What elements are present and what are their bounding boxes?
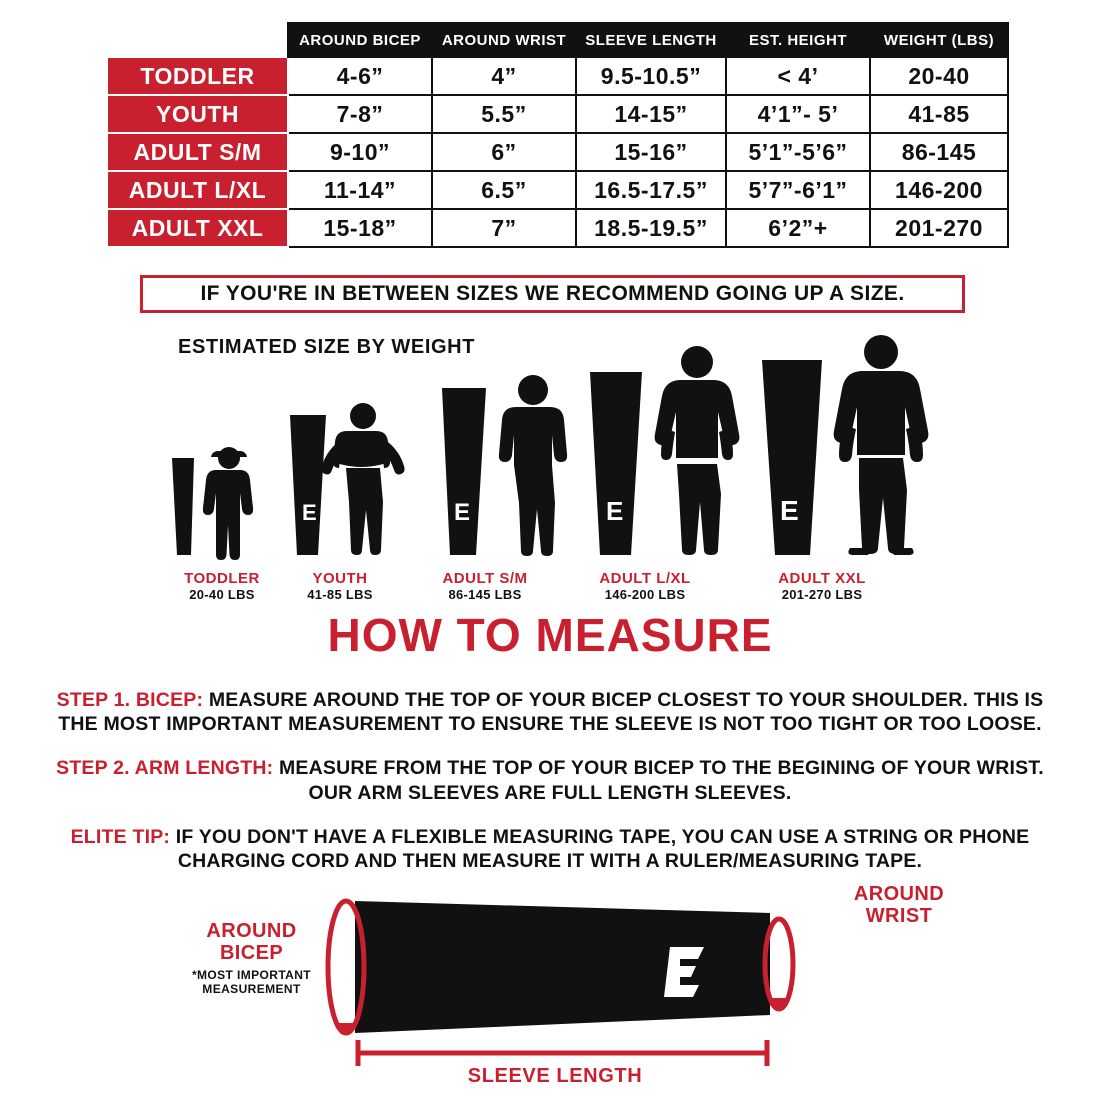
- step-1-text: MEASURE AROUND THE TOP OF YOUR BICEP CLOSEST TO YOUR SHOULDER. THIS IS THE MOST IMPORTANT MEASUREMENT TO ENSURE THE SLEEVE IS NOT TOO TIGHT OR TOO LOOSE.: [58, 688, 1044, 736]
- cell-adult-sm-wrist: 6”: [432, 133, 576, 171]
- figure-weight-youth: 41-85 LBS: [307, 587, 373, 602]
- table-row: [108, 133, 1008, 171]
- figure-adult-xxl-icon: [834, 335, 929, 555]
- cell-adult-lxl-bicep: 11-14”: [288, 171, 432, 209]
- figure-youth-icon: [321, 403, 404, 555]
- silhouette-group: [150, 330, 970, 600]
- table-header-row: [108, 23, 1008, 57]
- table-row: [108, 57, 1008, 95]
- column-header-weight: WEIGHT (LBS): [870, 23, 1008, 57]
- row-label-adult-sm: ADULT S/M: [108, 133, 288, 171]
- figure-caption-adult-xxl: [742, 570, 902, 602]
- table-row: [108, 209, 1008, 247]
- column-header-around-bicep: AROUND BICEP: [288, 23, 432, 57]
- step-1-bicep: [48, 688, 1052, 737]
- row-label-adult-xxl: ADULT XXL: [108, 209, 288, 247]
- size-table-body: [108, 57, 1008, 247]
- svg-text:E: E: [302, 500, 317, 525]
- cell-youth-weight: 41-85: [870, 95, 1008, 133]
- cell-adult-xxl-weight: 201-270: [870, 209, 1008, 247]
- elite-tip: [48, 825, 1052, 874]
- column-header-sleeve-length: SLEEVE LENGTH: [576, 23, 726, 57]
- cell-adult-sm-weight: 86-145: [870, 133, 1008, 171]
- elite-tip-label: ELITE TIP:: [70, 825, 171, 848]
- cell-youth-length: 14-15”: [576, 95, 726, 133]
- cell-adult-sm-length: 15-16”: [576, 133, 726, 171]
- elite-tip-text: IF YOU DON'T HAVE A FLEXIBLE MEASURING TAPE, YOU CAN USE A STRING OR PHONE CHARGING CORD AND THEN MEASURE IT WITH A RULER/MEASURING TAPE.: [170, 825, 1030, 873]
- around-bicep-label-group: [184, 920, 319, 997]
- sleeve-shape-icon: [355, 901, 770, 1033]
- figure-name-adult-lxl: ADULT L/XL: [599, 570, 691, 587]
- figure-toddler-icon: [203, 447, 253, 560]
- step-2-label: STEP 2. ARM LENGTH:: [56, 757, 274, 780]
- cell-youth-wrist: 5.5”: [432, 95, 576, 133]
- estimated-size-heading: ESTIMATED SIZE BY WEIGHT: [178, 336, 476, 358]
- table-row: [108, 171, 1008, 209]
- cell-adult-sm-bicep: 9-10”: [288, 133, 432, 171]
- column-header-est-height: EST. HEIGHT: [726, 23, 870, 57]
- cell-adult-lxl-wrist: 6.5”: [432, 171, 576, 209]
- cell-youth-height: 4’1”- 5’: [726, 95, 870, 133]
- step-1-label: STEP 1. BICEP:: [56, 688, 204, 711]
- size-table-head: [108, 23, 1008, 57]
- figure-caption-youth: [260, 570, 420, 602]
- table-row: [108, 95, 1008, 133]
- cell-adult-lxl-length: 16.5-17.5”: [576, 171, 726, 209]
- sleeve-adult-sm-icon: [442, 388, 486, 555]
- cell-adult-xxl-height: 6’2”+: [726, 209, 870, 247]
- sleeve-toddler-icon: [172, 458, 194, 555]
- silhouette-row: [150, 330, 970, 600]
- svg-text:E: E: [454, 499, 471, 526]
- cell-adult-lxl-height: 5’7”-6’1”: [726, 171, 870, 209]
- figure-name-toddler: TODDLER: [184, 570, 260, 587]
- cell-adult-sm-height: 5’1”-5’6”: [726, 133, 870, 171]
- table-corner-cell: [108, 23, 288, 57]
- cell-adult-xxl-wrist: 7”: [432, 209, 576, 247]
- row-label-adult-lxl: ADULT L/XL: [108, 171, 288, 209]
- row-label-toddler: TODDLER: [108, 57, 288, 95]
- figure-adult-lxl-icon: [655, 346, 740, 555]
- cell-youth-bicep: 7-8”: [288, 95, 432, 133]
- sleeve-length-label: SLEEVE LENGTH: [467, 1065, 643, 1087]
- svg-text:E: E: [606, 496, 624, 526]
- figure-caption-adult-lxl: [565, 570, 725, 602]
- figure-weight-toddler: 20-40 LBS: [189, 587, 255, 602]
- between-sizes-notice: IF YOU'RE IN BETWEEN SIZES WE RECOMMEND GOING UP A SIZE.: [140, 275, 965, 313]
- figure-name-adult-xxl: ADULT XXL: [778, 570, 866, 587]
- figure-weight-adult-lxl: 146-200 LBS: [604, 587, 686, 602]
- cell-toddler-bicep: 4-6”: [288, 57, 432, 95]
- figure-name-youth: YOUTH: [312, 570, 368, 587]
- how-to-measure-title: HOW TO MEASURE: [327, 609, 773, 661]
- sleeve-adult-lxl-icon: [590, 372, 642, 555]
- step-2-arm-length: [48, 756, 1052, 805]
- step-2-text: MEASURE FROM THE TOP OF YOUR BICEP TO THE BEGINING OF YOUR WRIST. OUR ARM SLEEVES ARE FULL LENGTH SLEEVES.: [273, 757, 1044, 804]
- around-wrist-label: AROUND WRIST: [853, 883, 945, 927]
- how-to-measure-steps: [48, 668, 1052, 888]
- around-bicep-label: AROUND BICEP: [206, 920, 297, 964]
- cell-adult-xxl-bicep: 15-18”: [288, 209, 432, 247]
- figure-caption-adult-sm: [405, 570, 565, 602]
- sleeve-diagram: [150, 885, 970, 1100]
- around-bicep-note: *MOST IMPORTANT MEASUREMENT: [191, 968, 312, 996]
- size-table: [108, 22, 1009, 248]
- svg-text:E: E: [780, 495, 799, 526]
- size-table-container: [108, 22, 1008, 248]
- column-header-around-wrist: AROUND WRIST: [432, 23, 576, 57]
- cell-toddler-wrist: 4”: [432, 57, 576, 95]
- sleeve-youth-icon: [290, 415, 326, 555]
- figure-name-adult-sm: ADULT S/M: [442, 570, 528, 587]
- row-label-youth: YOUTH: [108, 95, 288, 133]
- cell-adult-xxl-length: 18.5-19.5”: [576, 209, 726, 247]
- cell-toddler-weight: 20-40: [870, 57, 1008, 95]
- figure-adult-sm-icon: [499, 375, 567, 556]
- figure-weight-adult-xxl: 201-270 LBS: [781, 587, 863, 602]
- figure-weight-adult-sm: 86-145 LBS: [448, 587, 522, 602]
- cell-adult-lxl-weight: 146-200: [870, 171, 1008, 209]
- cell-toddler-length: 9.5-10.5”: [576, 57, 726, 95]
- cell-toddler-height: < 4’: [726, 57, 870, 95]
